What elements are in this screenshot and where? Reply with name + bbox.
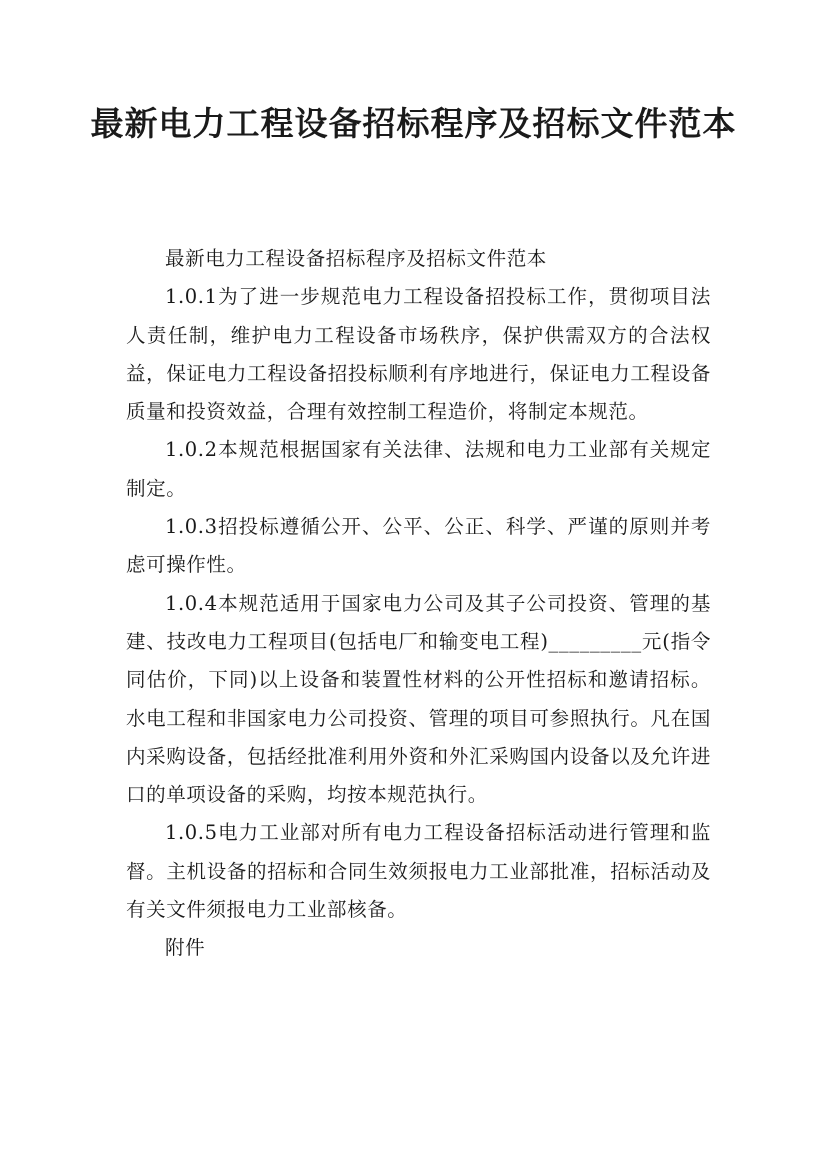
document-body [126,240,711,968]
appendix-label: 附件 [165,936,206,960]
clause-1-0-3: 1.0.3招投标遵循公开、公平、公正、科学、严谨的原则并考虑可操作性。 [126,515,711,577]
clause-1-0-2: 1.0.2本规范根据国家有关法律、法规和电力工业部有关规定制定。 [126,438,711,500]
document-title: 最新电力工程设备招标程序及招标文件范本 [90,104,737,143]
subtitle-paragraph: 最新电力工程设备招标程序及招标文件范本 [165,247,547,270]
clause-1-0-4: 1.0.4本规范适用于国家电力公司及其子公司投资、管理的基建、技改电力工程项目(包括电厂和输变电工程)_________元(指令同估价，下同)以上设备和装置性材料的公开性招标和邀请招标。水电工程和非国家电力公司投资、管理的项目可参照执行。凡在国内采购设备，包括经批准利用外资和外汇采购国内设备以及允许进口的单项设备的采购，均按本规范执行。 [126,591,711,807]
clause-1-0-1: 1.0.1为了进一步规范电力工程设备招投标工作，贯彻项目法人责任制，维护电力工程设备市场秩序，保护供需双方的合法权益，保证电力工程设备招投标顺利有序地进行，保证电力工程设备质量和投资效益，合理有效控制工程造价，将制定本规范。 [126,285,711,424]
clause-1-0-5: 1.0.5电力工业部对所有电力工程设备招标活动进行管理和监督。主机设备的招标和合同生效须报电力工业部批准，招标活动及有关文件须报电力工业部核备。 [126,821,711,922]
